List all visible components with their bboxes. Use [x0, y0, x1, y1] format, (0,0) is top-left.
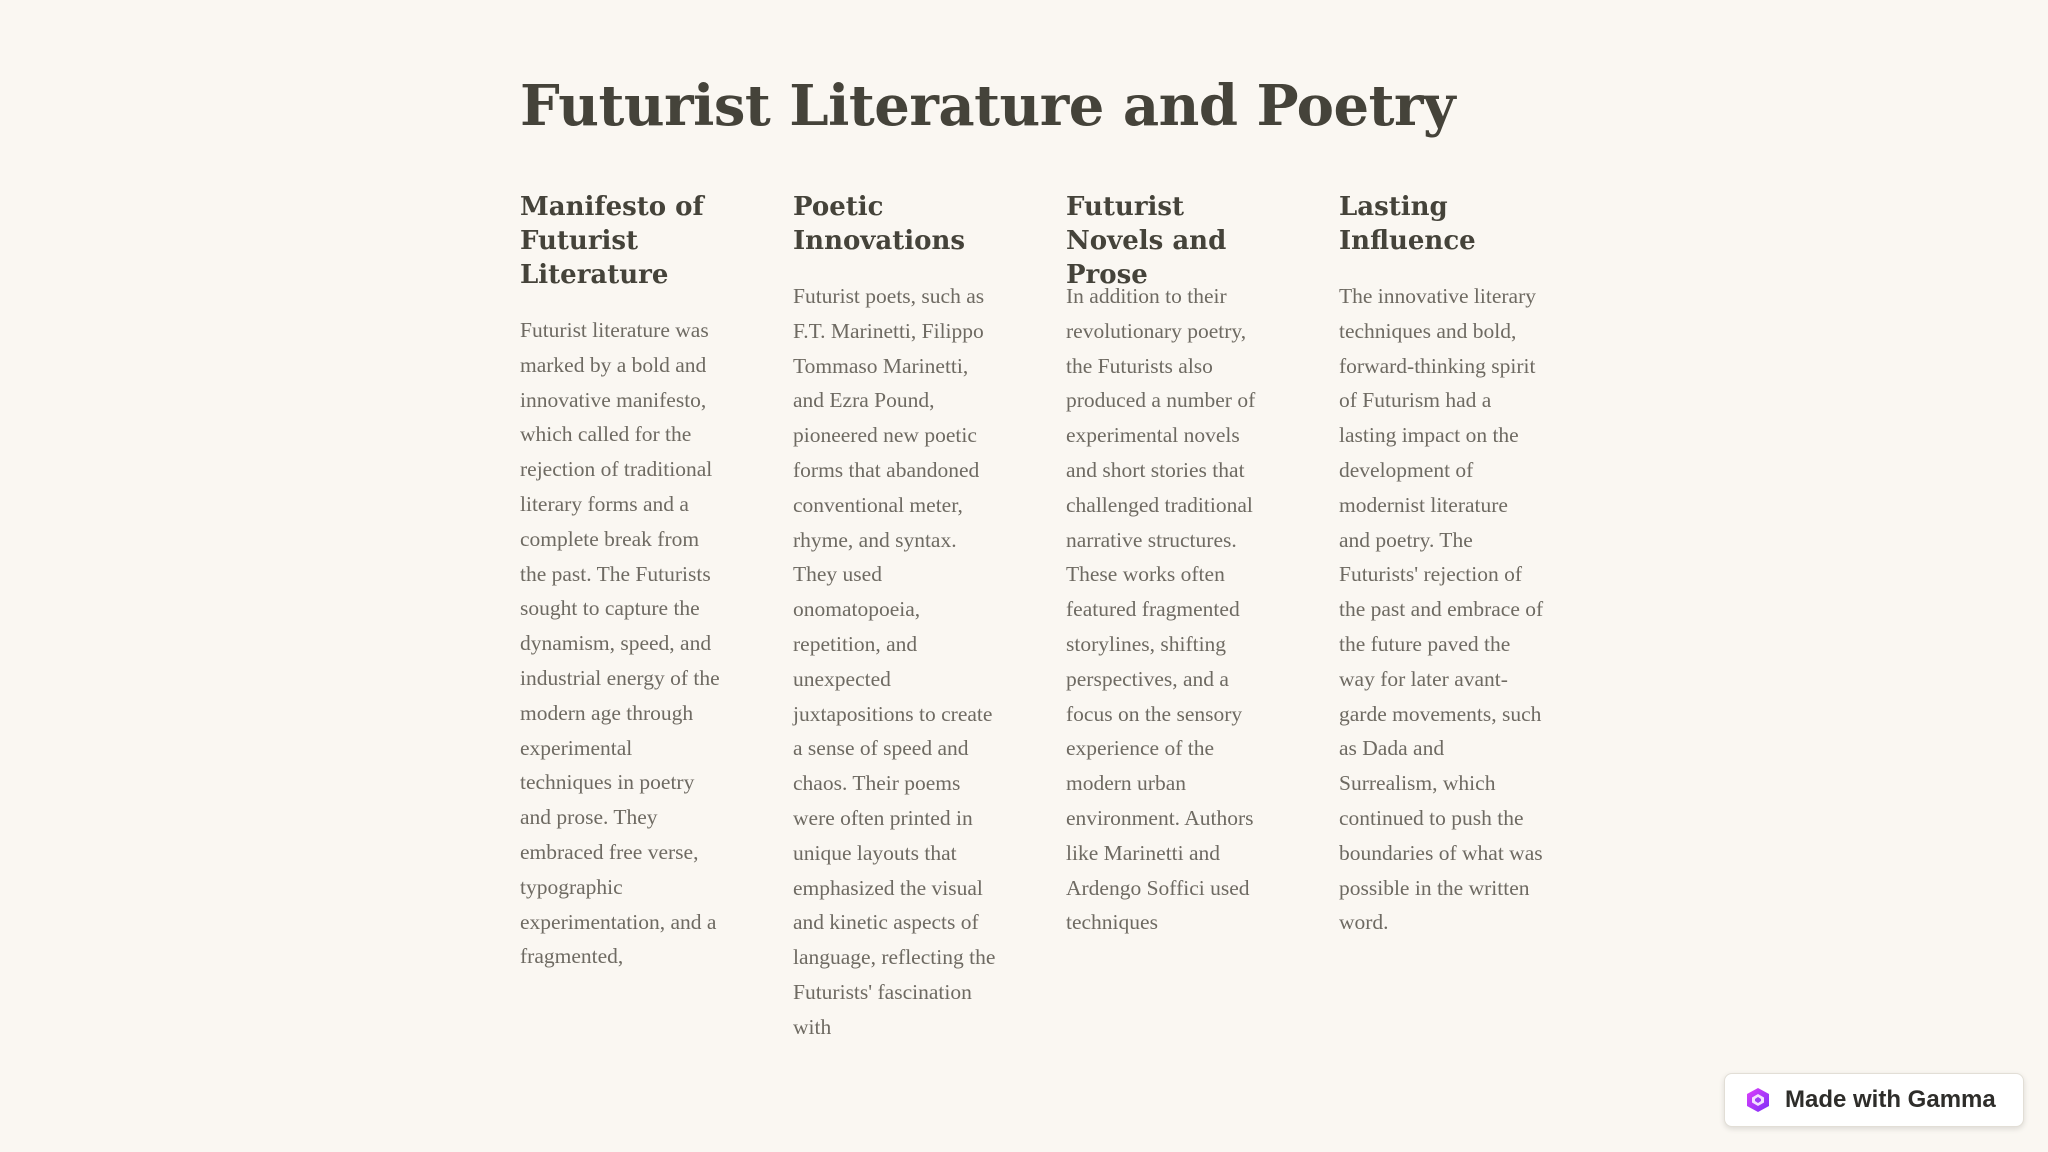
- column-body: Futurist poets, such as F.T. Marinetti, Filippo Tommaso Marinetti, and Ezra Pound, pioneered new poetic forms that abandoned conventional meter, rhyme, and syntax. They used onomatopoeia, repetition, and unexpected juxtapositions to create a sense of speed and chaos. Their poems were often printed in unique layouts that emphasized the visual and kinetic aspects of language, reflecting the Futurists' fascination with: [793, 284, 996, 1039]
- gamma-logo-icon: [1745, 1087, 1771, 1113]
- column-body: In addition to their revolutionary poetry, the Futurists also produced a number of experimental novels and short stories that challenged traditional narrative structures. These works often featured fragmented storylines, shifting perspectives, and a focus on the sensory experience of the modern urban environment. Authors like Marinetti and Ardengo Soffici used techniques: [1066, 284, 1256, 935]
- column-body: Futurist literature was marked by a bold and innovative manifesto, which called for the rejection of traditional literary forms and a complete break from the past. The Futurists sought to capture the dynamism, speed, and industrial energy of the modern age through experimental techniques in poetry and prose. They embraced free verse, typographic experimentation, and a fragmented,: [520, 318, 720, 969]
- column-heading: Poetic Innovations: [793, 192, 966, 256]
- column-poetic-innovations: [793, 190, 1003, 1045]
- column-manifesto: [520, 190, 730, 974]
- column-heading: Manifesto of Futurist Literature: [520, 192, 704, 290]
- column-heading: Lasting Influence: [1339, 192, 1476, 256]
- column-body: The innovative literary techniques and bold, forward-thinking spirit of Futurism had a lasting impact on the development of modernist literature and poetry. The Futurists' rejection of the past and embrace of the future paved the way for later avant-garde movements, such as Dada and Surrealism, which continued to push the boundaries of what was possible in the written word.: [1339, 284, 1544, 935]
- page-title: Futurist Literature and Poetry: [520, 73, 1456, 139]
- column-heading: Futurist Novels and Prose: [1066, 192, 1227, 290]
- column-lasting-influence: [1339, 190, 1549, 940]
- column-novels-prose: [1066, 190, 1276, 940]
- badge-label: Made with Gamma: [1785, 1086, 1996, 1113]
- made-with-gamma-button[interactable]: [1724, 1073, 2024, 1127]
